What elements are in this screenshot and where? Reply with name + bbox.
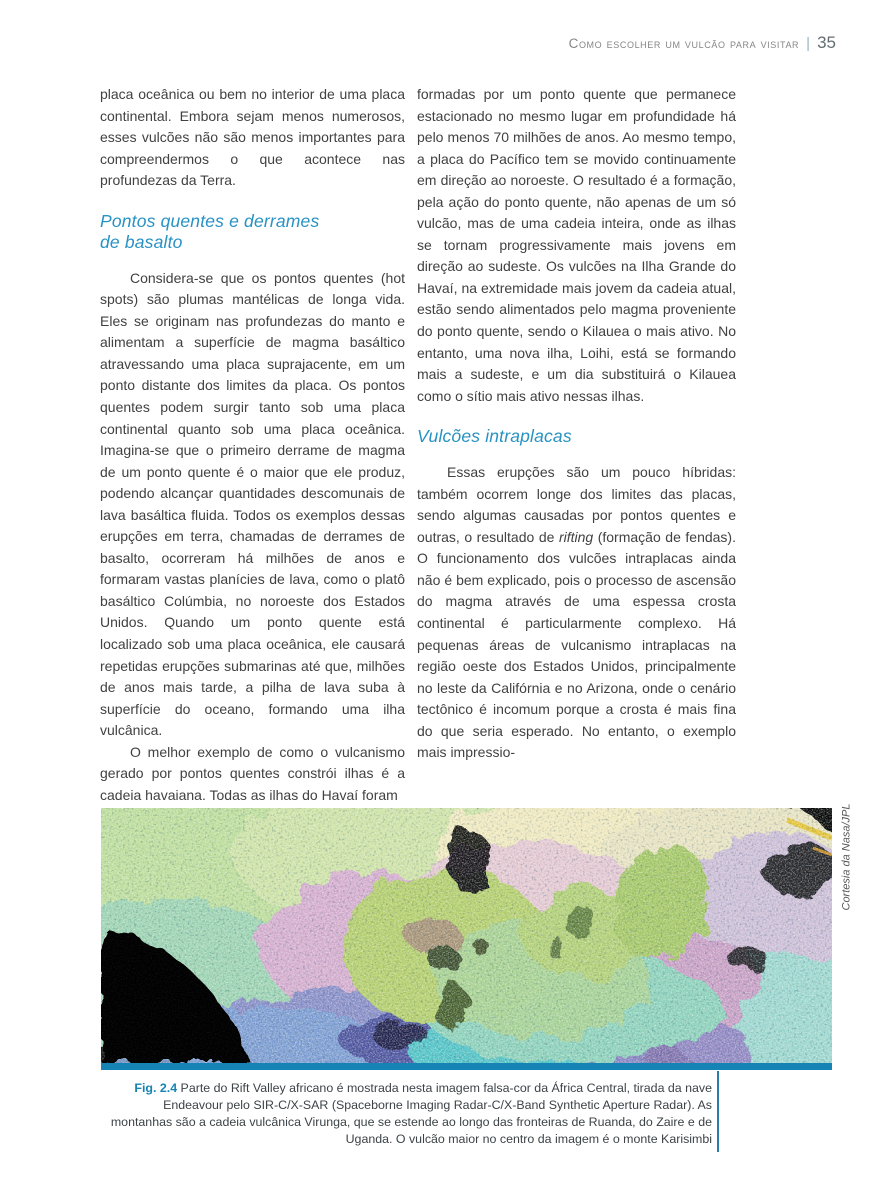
paragraph: O melhor exemplo de como o vulcanismo gerado por pontos quentes constrói ilhas é a cadeia havaiana. Todas as ilhas do Havaí foram [100, 743, 405, 803]
running-title: Como escolher um vulcão para visitar [568, 36, 800, 51]
paragraph: Considera-se que os pontos quentes (hot spots) são plumas mantélicas de longa vida. Eles se originam nas profundezas do manto e alimentam a superfície de magma basáltico atravessando uma placa suprajacente, em um ponto distante dos limites da placa. Os pontos quentes podem surgir tanto sob uma placa continental quanto sob uma placa oceânica. Imagina-se que o primeiro derrame de magma de um ponto quente é o maior que ele produz, podendo alcançar quantidades descomunais de lava basáltica fluida. Todos os exemplos dessas erupções em terra, chamadas de derrames de basalto, ocorreram há milhões de anos e formaram vastas planícies de lava, como o platô basáltico Colúmbia, no noroeste dos Estados Unidos. Quando um ponto quente está localizado sob uma placa oceânica, ele causará repetidas erupções submarinas até que, milhões de anos mais tarde, a pilha de lava suba à superfície do oceano, formando uma ilha vulcânica. [100, 269, 405, 739]
figure-caption-label: Fig. 2.4 [134, 1081, 178, 1095]
image-credit-text: Cortesia da Nasa/JPL [840, 803, 852, 911]
figure-caption [100, 1080, 712, 1148]
heading-line: Vulcões intraplacas [417, 426, 572, 447]
paragraph [417, 462, 736, 764]
paragraph-continuation: formadas por um ponto quente que permanece estacionado no mesmo lugar em profundidade há pelo menos 70 milhões de anos. Ao mesmo tempo, a placa do Pacífico tem se movido continuamente em direção ao noroeste. O resultado é a formação, pela ação do ponto quente, não apenas de um só vulcão, mas de uma cadeia inteira, onde as ilhas se tornam progressivamente mais jovens em direção ao sudeste. Os vulcões na Ilha Grande do Havaí, na extremidade mais jovem da cadeia atual, estão sendo alimentados pelo magma proveniente do ponto quente, sendo o Kilauea o mais ativo. No entanto, uma nova ilha, Loihi, está se formando mais a sudeste, e um dia substituirá o Kilauea como o sítio mais ativo nessas ilhas. [417, 86, 736, 404]
heading-line: de basalto [100, 231, 183, 252]
paragraph-text: Essas erupções são um pouco híbridas: também ocorrem longe dos limites das placas, sendo algumas causadas por pontos quentes e outras, o resultado de [417, 464, 736, 545]
left-column [100, 84, 405, 806]
page-number: 35 [817, 33, 836, 52]
right-column [417, 84, 736, 764]
page-header [569, 33, 836, 53]
caption-side-rule [717, 1071, 719, 1152]
image-bottom-rule [101, 1063, 832, 1070]
heading-line: Pontos quentes e derrames [100, 210, 320, 231]
figure-caption-text: Parte do Rift Valley africano é mostrada nesta imagem falsa-cor da África Central, tirada da nave Endeavour pelo SIR-C/X-SAR (Spaceborne Imaging Radar-C/X-Band Synthetic Aperture Radar). As montanhas são a cadeia vulcânica Virunga, que se estende ao longo das fronteiras de Ruanda, do Zaire e de Uganda. O vulcão maior no centro da imagem é o monte Karisimbi [110, 1081, 712, 1146]
satellite-radar-image [101, 808, 832, 1063]
section-heading-vulcoes-intraplacas [417, 426, 736, 447]
section-heading-pontos-quentes [100, 211, 405, 253]
image-credit [835, 798, 857, 916]
paragraph-text: (formação de fendas). O funcionamento dos vulcões intraplacas ainda não é bem explicado, pois o processo de ascensão do magma através de uma espessa crosta continental é particularmente complexo. Há pequenas áreas de vulcanismo intraplacas na região oeste dos Estados Unidos, principalmente no leste da Califórnia e no Arizona, onde o cenário tectônico é incomum porque a crosta é mais fina do que seria esperado. No entanto, o exemplo mais impressio- [417, 528, 736, 761]
italic-term: rifting [558, 528, 594, 545]
paragraph-continuation: placa oceânica ou bem no interior de uma placa continental. Embora sejam menos numerosos, esses vulcões não são menos importantes para compreendermos o que acontece nas profundezas da Terra. [100, 86, 405, 189]
header-separator: | [806, 35, 811, 52]
